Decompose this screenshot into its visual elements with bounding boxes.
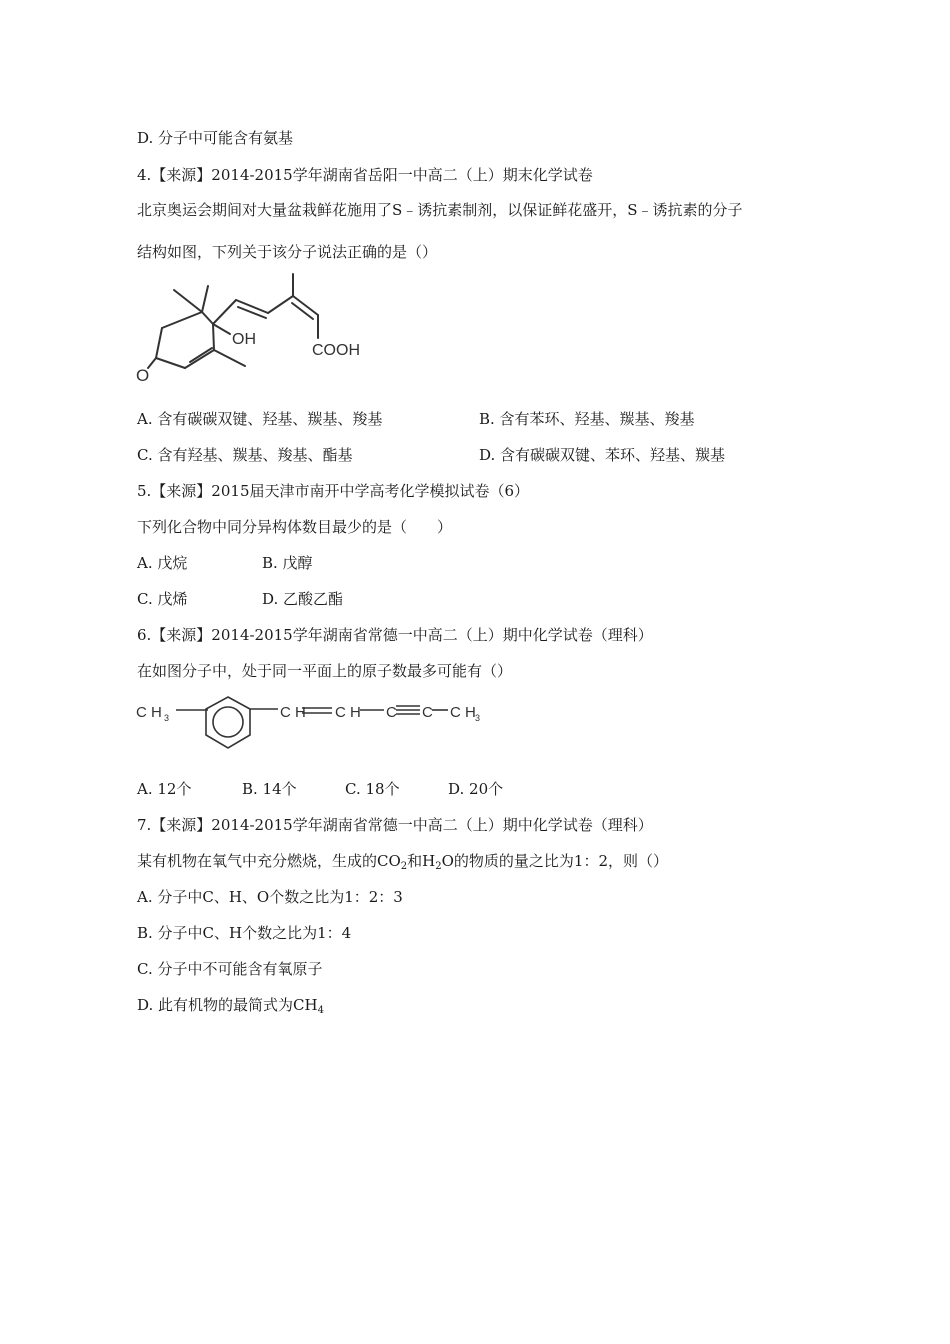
- q6-option-d: D. 20个: [448, 780, 504, 798]
- q6-right-ch: C H: [450, 704, 476, 721]
- q7-option-a: A. 分子中C、H、O个数之比为1：2：3: [137, 888, 403, 906]
- q4-option-a: A. 含有碳碳双键、羟基、羰基、羧基: [137, 410, 383, 428]
- q4-stem-line1: 北京奥运会期间对大量盆栽鲜花施用了S﹣诱抗素制剂，以保证鲜花盛开，S﹣诱抗素的分子: [137, 201, 743, 219]
- q3-option-d: D. 分子中可能含有氨基: [137, 129, 294, 147]
- q4-header: 4.【来源】2014-2015学年湖南省岳阳一中高二（上）期末化学试卷: [137, 166, 593, 184]
- q7-stem: [137, 851, 668, 877]
- q6-chain-c1: C: [386, 704, 397, 721]
- q7-option-c: C. 分子中不可能含有氧原子: [137, 960, 323, 978]
- q6-left-ch: C H: [136, 704, 162, 721]
- q6-right-sub: 3: [475, 713, 481, 723]
- q4-structure-figure: [130, 272, 390, 392]
- q4-option-b: B. 含有苯环、羟基、羰基、羧基: [479, 410, 695, 428]
- q7-stem-sub2: 2: [435, 861, 442, 872]
- q4-option-c: C. 含有羟基、羰基、羧基、酯基: [137, 446, 353, 464]
- q7-stem-sub1: 2: [400, 861, 408, 872]
- q7-option-d: [137, 995, 324, 1021]
- q4-oh-label: OH: [232, 331, 256, 348]
- q7-option-b: B. 分子中C、H个数之比为1：4: [137, 924, 352, 942]
- q7-header: 7.【来源】2014-2015学年湖南省常德一中高二（上）期中化学试卷（理科）: [137, 816, 653, 834]
- q4-stem-line2: 结构如图，下列关于该分子说法正确的是（）: [137, 243, 438, 261]
- q6-chain-ch2: C H: [335, 704, 361, 721]
- q6-structure-figure: [132, 690, 492, 762]
- q6-chain-c2: C: [422, 704, 433, 721]
- q5-stem: 下列化合物中同分异构体数目最少的是（ ）: [137, 518, 453, 536]
- q7-option-d-text: D. 此有机物的最简式为CH: [137, 996, 318, 1014]
- q5-option-a: A. 戊烷: [137, 554, 188, 572]
- q7-option-d-sub: 4: [317, 1005, 324, 1016]
- q6-header: 6.【来源】2014-2015学年湖南省常德一中高二（上）期中化学试卷（理科）: [137, 626, 653, 644]
- q4-cooh-label: COOH: [312, 342, 360, 359]
- q7-stem-part3: O的物质的量之比为1：2，则（）: [441, 852, 669, 870]
- q7-stem-part1: 某有机物在氧气中充分燃烧，生成的CO: [137, 852, 401, 870]
- q5-header: 5.【来源】2015届天津市南开中学高考化学模拟试卷（6）: [137, 482, 530, 500]
- q6-option-a: A. 12个: [137, 780, 192, 798]
- q6-chain-ch1: C H: [280, 704, 306, 721]
- q7-stem-part2: 和H: [407, 852, 436, 870]
- q5-option-b: B. 戊醇: [262, 554, 313, 572]
- q5-option-c: C. 戊烯: [137, 590, 188, 608]
- q4-ketone-o-label: O: [136, 366, 150, 385]
- q6-left-sub: 3: [164, 713, 170, 723]
- q6-stem: 在如图分子中，处于同一平面上的原子数最多可能有（）: [137, 662, 513, 680]
- q4-option-d: D. 含有碳碳双键、苯环、羟基、羰基: [479, 446, 726, 464]
- q6-option-c: C. 18个: [345, 780, 400, 798]
- q6-option-b: B. 14个: [242, 780, 297, 798]
- q5-option-d: D. 乙酸乙酯: [262, 590, 344, 608]
